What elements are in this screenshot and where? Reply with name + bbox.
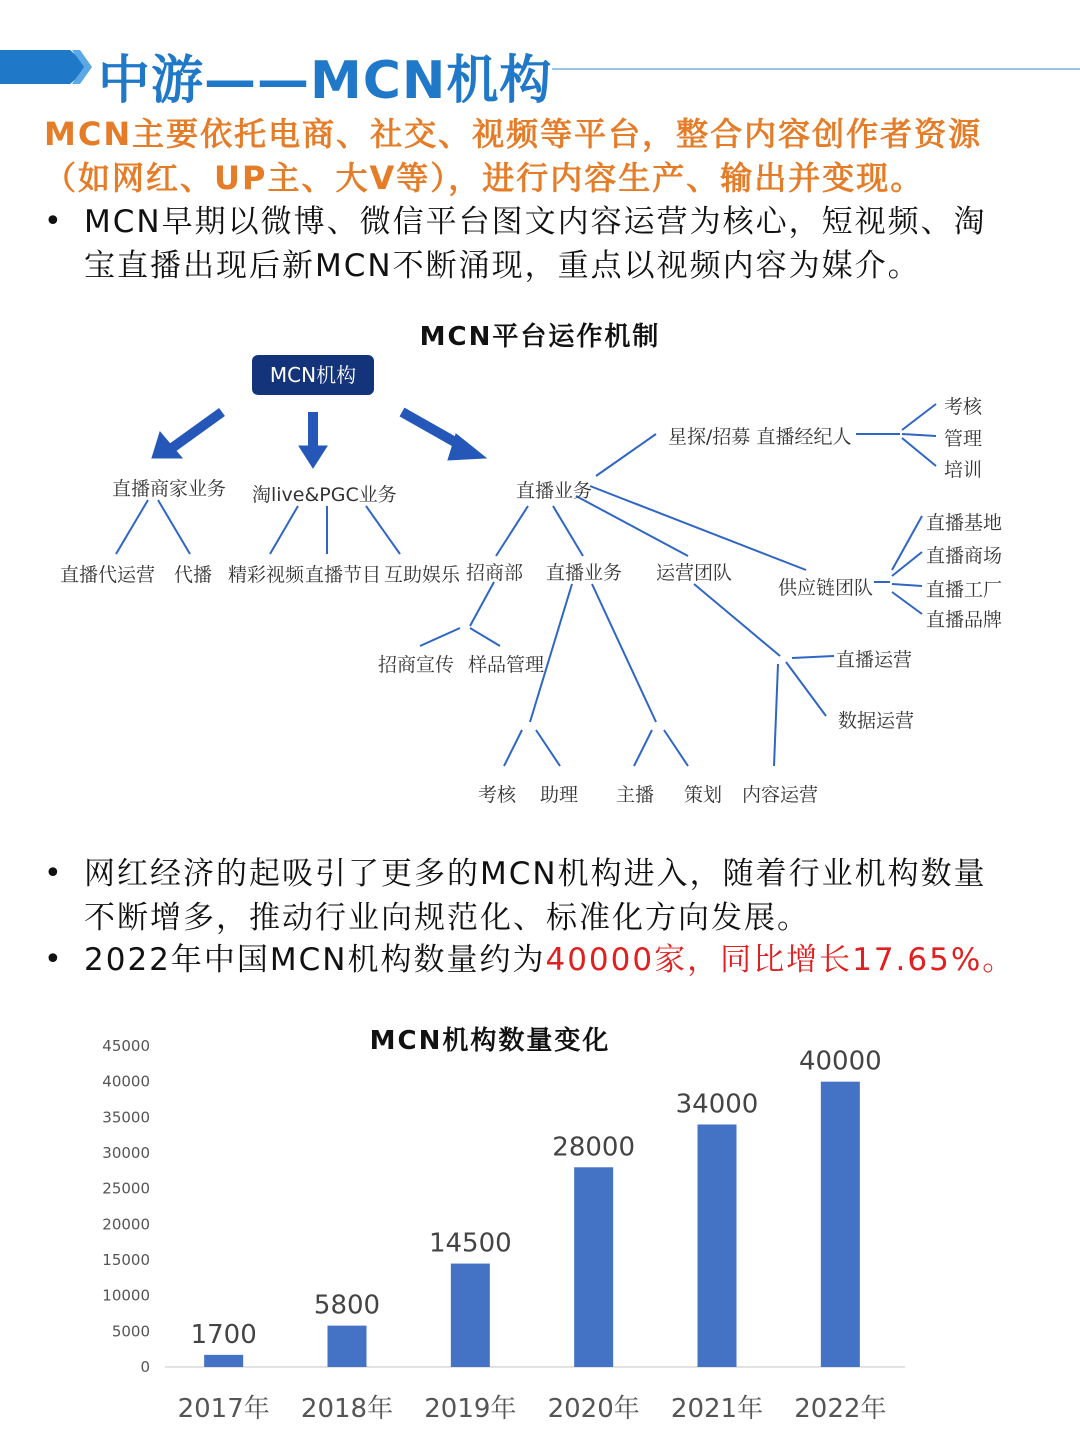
x-tick-label: 2022年 bbox=[794, 1394, 887, 1424]
y-tick-label: 5000 bbox=[111, 1322, 150, 1341]
bar bbox=[451, 1264, 490, 1367]
node-merchant-business: 直播商家业务 bbox=[112, 478, 227, 500]
node-investment-dept: 招商部 bbox=[466, 562, 524, 584]
page-title: 中游——MCN机构 bbox=[98, 51, 553, 111]
node-management: 管理 bbox=[944, 428, 983, 450]
node-taolive-pgc: 淘live&PGC业务 bbox=[252, 484, 397, 506]
bar bbox=[204, 1355, 243, 1367]
bullet-1-line-1: MCN早期以微博、微信平台图文内容运营为核心，短视频、淘 bbox=[84, 204, 987, 240]
node-proxy-broadcast: 代播 bbox=[174, 564, 213, 586]
node-agent: 星探/招募 直播经纪人 bbox=[668, 426, 852, 448]
y-tick-label: 25000 bbox=[102, 1179, 150, 1198]
data-label: 5800 bbox=[313, 1290, 381, 1321]
node-live-factory: 直播工厂 bbox=[926, 579, 1003, 601]
intro-line-2: （如网红、UP主、大V等），进行内容生产、输出并变现。 bbox=[44, 159, 925, 197]
bullet-dot: • bbox=[44, 856, 62, 891]
x-tick-label: 2021年 bbox=[670, 1394, 764, 1424]
y-tick-label: 40000 bbox=[102, 1072, 150, 1091]
node-featured-video: 精彩视频 bbox=[228, 564, 305, 586]
bullet-3-highlight: 40000家，同比增长17.65%。 bbox=[545, 942, 1016, 978]
data-label: 14500 bbox=[428, 1228, 512, 1259]
node-agency-operation: 直播代运营 bbox=[60, 564, 156, 586]
node-live-operation: 直播运营 bbox=[836, 649, 913, 671]
y-tick-label: 30000 bbox=[102, 1144, 150, 1162]
x-tick-label: 2020年 bbox=[547, 1394, 640, 1424]
node-sample-management: 样品管理 bbox=[468, 654, 545, 676]
node-live-mall: 直播商场 bbox=[926, 545, 1003, 567]
node-assistant: 助理 bbox=[540, 784, 579, 806]
node-data-operation: 数据运营 bbox=[838, 710, 915, 732]
y-tick-label: 0 bbox=[140, 1358, 150, 1376]
node-anchor: 主播 bbox=[616, 784, 655, 806]
data-label: 34000 bbox=[675, 1089, 759, 1120]
node-live-base: 直播基地 bbox=[926, 512, 1003, 534]
y-tick-label: 45000 bbox=[102, 1037, 150, 1055]
y-tick-label: 10000 bbox=[102, 1286, 150, 1305]
bullet-3 bbox=[84, 938, 1015, 982]
node-live-business-2: 直播业务 bbox=[546, 562, 623, 584]
node-live-program: 直播节目 bbox=[305, 564, 382, 586]
bar bbox=[328, 1326, 367, 1367]
x-tick-label: 2019年 bbox=[424, 1394, 517, 1424]
y-tick-label: 35000 bbox=[102, 1108, 150, 1127]
y-tick-label: 20000 bbox=[102, 1215, 150, 1234]
intro-line-1: MCN主要依托电商、社交、视频等平台，整合内容创作者资源 bbox=[44, 115, 983, 153]
bar bbox=[698, 1124, 737, 1367]
node-content-operation: 内容运营 bbox=[742, 784, 819, 806]
x-tick-label: 2018年 bbox=[300, 1394, 394, 1424]
node-live-brand: 直播品牌 bbox=[926, 609, 1003, 631]
bar bbox=[821, 1082, 860, 1367]
y-tick-label: 15000 bbox=[102, 1251, 150, 1269]
node-supply-chain-team: 供应链团队 bbox=[778, 577, 874, 599]
bullet-dot: • bbox=[44, 942, 62, 977]
bullet-1-line-2: 宝直播出现后新MCN不断涌现，重点以视频内容为媒介。 bbox=[84, 248, 921, 284]
node-operation-team: 运营团队 bbox=[656, 562, 733, 584]
diagram-title: MCN平台运作机制 bbox=[419, 322, 661, 352]
bullet-dot: • bbox=[44, 204, 62, 239]
node-assessment: 考核 bbox=[944, 396, 983, 418]
node-investment-promo: 招商宣传 bbox=[378, 654, 455, 676]
diagram-root-node: MCN机构 bbox=[252, 355, 374, 395]
node-assessment-2: 考核 bbox=[478, 784, 517, 806]
node-live-business: 直播业务 bbox=[516, 480, 593, 502]
bullet-2-line-1: 网红经济的起吸引了更多的MCN机构进入，随着行业机构数量 bbox=[84, 856, 987, 892]
node-planning: 策划 bbox=[684, 784, 723, 806]
bar-chart bbox=[0, 1030, 1080, 1440]
bullet-3-prefix: 2022年中国MCN机构数量约为 bbox=[84, 942, 546, 978]
bar bbox=[574, 1167, 613, 1367]
bullet-2-line-2: 不断增多，推动行业向规范化、标准化方向发展。 bbox=[84, 900, 810, 936]
node-training: 培训 bbox=[944, 459, 983, 481]
x-tick-label: 2017年 bbox=[177, 1394, 270, 1424]
data-label: 28000 bbox=[552, 1132, 636, 1163]
chart-title: MCN机构数量变化 bbox=[369, 1026, 611, 1056]
data-label: 1700 bbox=[190, 1319, 257, 1350]
data-label: 40000 bbox=[798, 1046, 882, 1077]
node-mutual-entertainment: 互助娱乐 bbox=[384, 564, 461, 586]
